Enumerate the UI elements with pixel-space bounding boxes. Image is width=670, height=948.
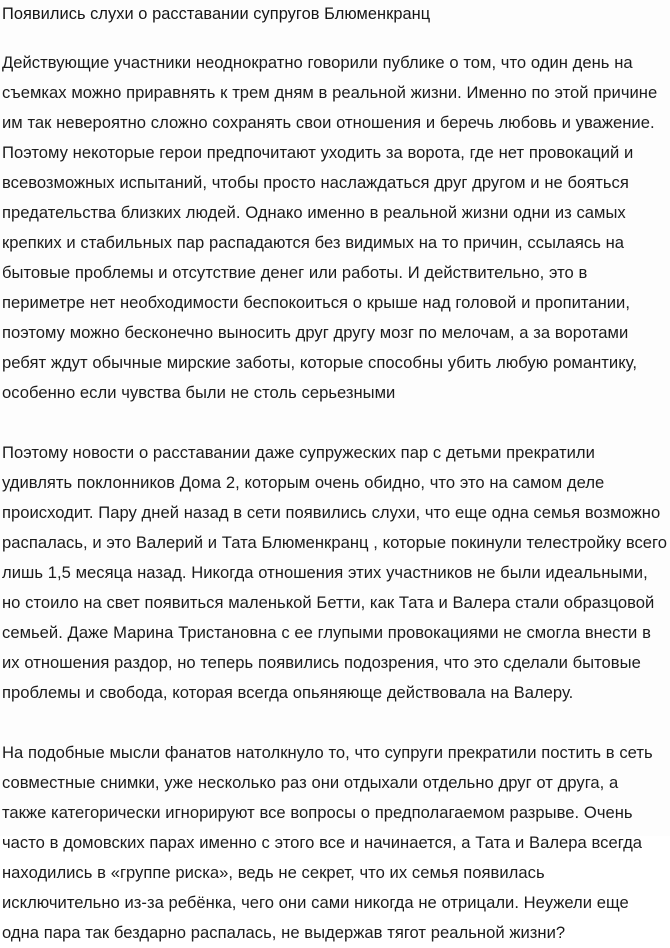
article-paragraph-1: Действующие участники неоднократно говорили публике о том, что один день на съемках можно приравнять к трем дням в реальной жизни. Именно по этой причине им так невероятно сложно сохранять свои отношения и беречь любовь и уважение. Поэтому некоторые герои предпочитают уходить за ворота, где нет провокаций и всевозможных испытаний, чтобы просто наслаждаться друг другом и не бояться предательства близких людей. Однако именно в реальной жизни одни из самых крепких и стабильных пар распадаются без видимых на то причин, ссылаясь на бытовые проблемы и отсутствие денег или работы. И действительно, это в периметре нет необходимости беспокоиться о крыше над головой и пропитании, поэтому можно бесконечно выносить друг другу мозг по мелочам, а за воротами ребят ждут обычные мирские заботы, которые способны убить любую романтику, особенно если чувства были не столь серьезными <box>2 53 658 402</box>
page-title: Появились слухи о расставании супругов Блюменкранц <box>2 5 431 23</box>
article-paragraph-3: На подобные мысли фанатов натолкнуло то, что супруги прекратили постить в сеть совместные снимки, уже несколько раз они отдыхали отдельно друг от друга, а также категорически игнорируют все вопросы о предполагаемом разрыве. Очень часто в домовских парах именно с этого все и начинается, а Тата и Валера всегда находились в «группе риска», ведь не секрет, что их семья появилась исключительно из-за ребёнка, чего они сами никогда не отрицали. Неужели еще одна пара так бездарно распалась, не выдержав тягот реальной жизни? <box>2 743 653 942</box>
article-body <box>2 48 667 948</box>
article-paragraph-2: Поэтому новости о расставании даже супружеских пар с детьми прекратили удивлять поклонников Дома 2, которым очень обидно, что это на самом деле происходит. Пару дней назад в сети появились слухи, что еще одна семья возможно распалась, и это Валерий и Тата Блюменкранц , которые покинули телестройку всего лишь 1,5 месяца назад. Никогда отношения этих участников не были идеальными, но стоило на свет появиться маленькой Бетти, как Тата и Валера стали образцовой семьей. Даже Марина Тристановна с ее глупыми провокациями не смогла внести в их отношения раздор, но теперь появились подозрения, что это сделали бытовые проблемы и свобода, которая всегда опьяняюще действовала на Валеру. <box>2 443 668 702</box>
